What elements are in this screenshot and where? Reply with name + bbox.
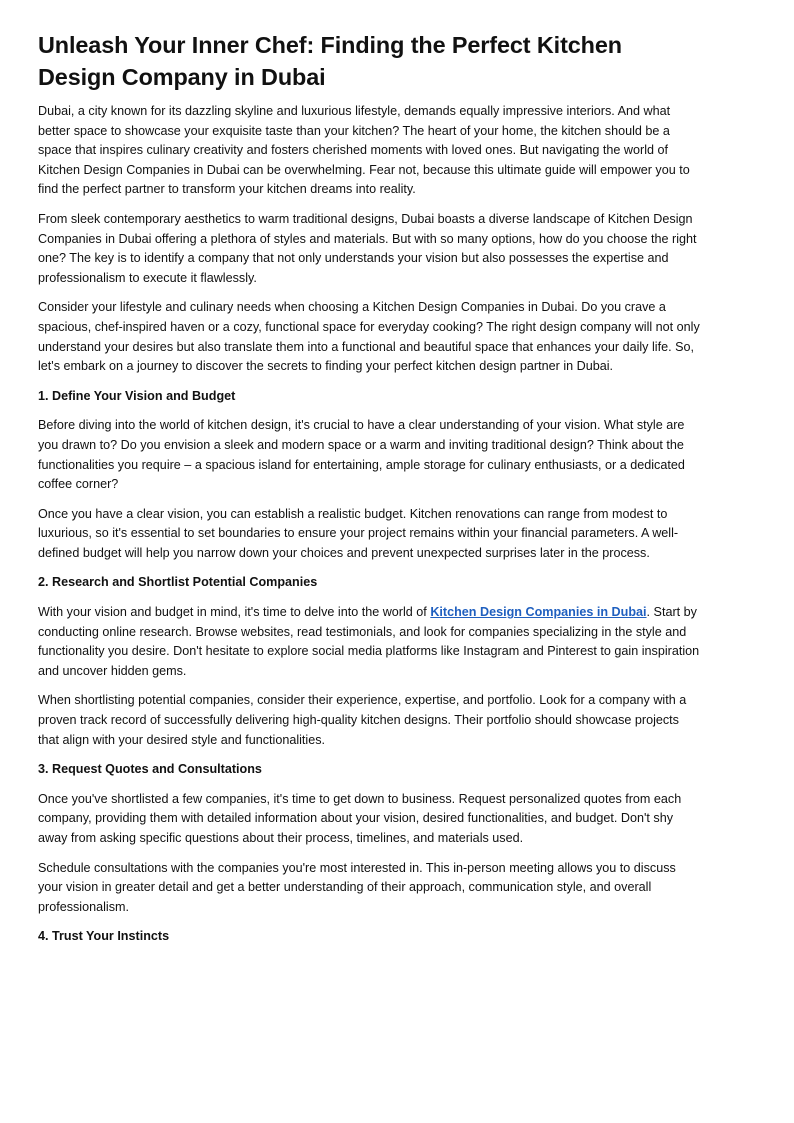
intro-paragraph-2: From sleek contemporary aesthetics to warm traditional designs, Dubai boasts a diverse landscape of Kitchen Design Companies in Dubai offering a plethora of styles and materials. But with so many options, how do you choose the right one? The key is to identify a company that not only understands your vision but also possesses the expertise and professionalism to execute it flawlessly. xyxy=(38,211,697,285)
section-2-text-before-link: With your vision and budget in mind, it's time to delve into the world of xyxy=(38,605,431,620)
kitchen-design-companies-link[interactable]: Kitchen Design Companies in Dubai xyxy=(430,605,647,620)
section-2-paragraph-2: When shortlisting potential companies, consider their experience, expertise, and portfolio. Look for a company with a proven track record of successfully delivering high-quality kitchen designs. Their portfolio should showcase projects that align with your desired style and functionalities. xyxy=(38,693,687,747)
section-1-heading: 1. Define Your Vision and Budget xyxy=(38,388,236,403)
page-title: Unleash Your Inner Chef: Finding the Perfect Kitchen Design Company in Dubai xyxy=(38,32,622,90)
section-2-text-after-link: . Start by conducting online research. Browse websites, read testimonials, and look for companies specializing in the style and functionality you desire. Don't hesitate to explore social media platforms like Instagram and Pinterest to gain inspiration and uncover hidden gems. xyxy=(38,605,700,678)
section-3-heading: 3. Request Quotes and Consultations xyxy=(38,762,262,777)
intro-paragraph-1: Dubai, a city known for its dazzling skyline and luxurious lifestyle, demands equally impressive interiors. And what better space to showcase your exquisite taste than your kitchen? The heart of your home, the kitchen should be a space that inspires culinary creativity and fosters cherished moments with loved ones. But navigating the world of Kitchen Design Companies in Dubai can be overwhelming. Fear not, because this ultimate guide will empower you to find the perfect partner to transform your kitchen dreams into reality. xyxy=(38,104,690,197)
section-1-paragraph-2: Once you have a clear vision, you can establish a realistic budget. Kitchen renovations can range from modest to luxurious, so it's essential to set boundaries to ensure your project remains within your financial parameters. A well-defined budget will help you narrow down your choices and prevent unexpected surprises later in the process. xyxy=(38,506,679,560)
document-page xyxy=(38,30,702,957)
section-4-heading: 4. Trust Your Instincts xyxy=(38,929,170,944)
section-3-paragraph-2: Schedule consultations with the companies you're most interested in. This in-person meeting allows you to discuss your vision in greater detail and get a better understanding of their approach, communication style, and overall professionalism. xyxy=(38,860,676,914)
section-3-paragraph-1: Once you've shortlisted a few companies, it's time to get down to business. Request personalized quotes from each company, providing them with detailed information about your vision, desired functionalities, and budget. Don't shy away from asking specific questions about their process, timelines, and materials used. xyxy=(38,791,682,845)
section-2-paragraph-1 xyxy=(38,603,702,681)
intro-paragraph-3: Consider your lifestyle and culinary needs when choosing a Kitchen Design Companies in Dubai. Do you crave a spacious, chef-inspired haven or a cozy, functional space for everyday cooking? The right design company will not only understand your desires but also translate them into a functional and beautiful space that enhances your daily life. So, let's embark on a journey to discover the secrets to finding your perfect kitchen design partner in Dubai. xyxy=(38,300,700,374)
section-2-heading: 2. Research and Shortlist Potential Companies xyxy=(38,575,318,590)
section-1-paragraph-1: Before diving into the world of kitchen design, it's crucial to have a clear understanding of your vision. What style are you drawn to? Do you envision a sleek and modern space or a warm and inviting traditional design? Think about the functionalities you require – a spacious island for entertaining, ample storage for culinary enthusiasts, or a dedicated coffee corner? xyxy=(38,418,685,492)
